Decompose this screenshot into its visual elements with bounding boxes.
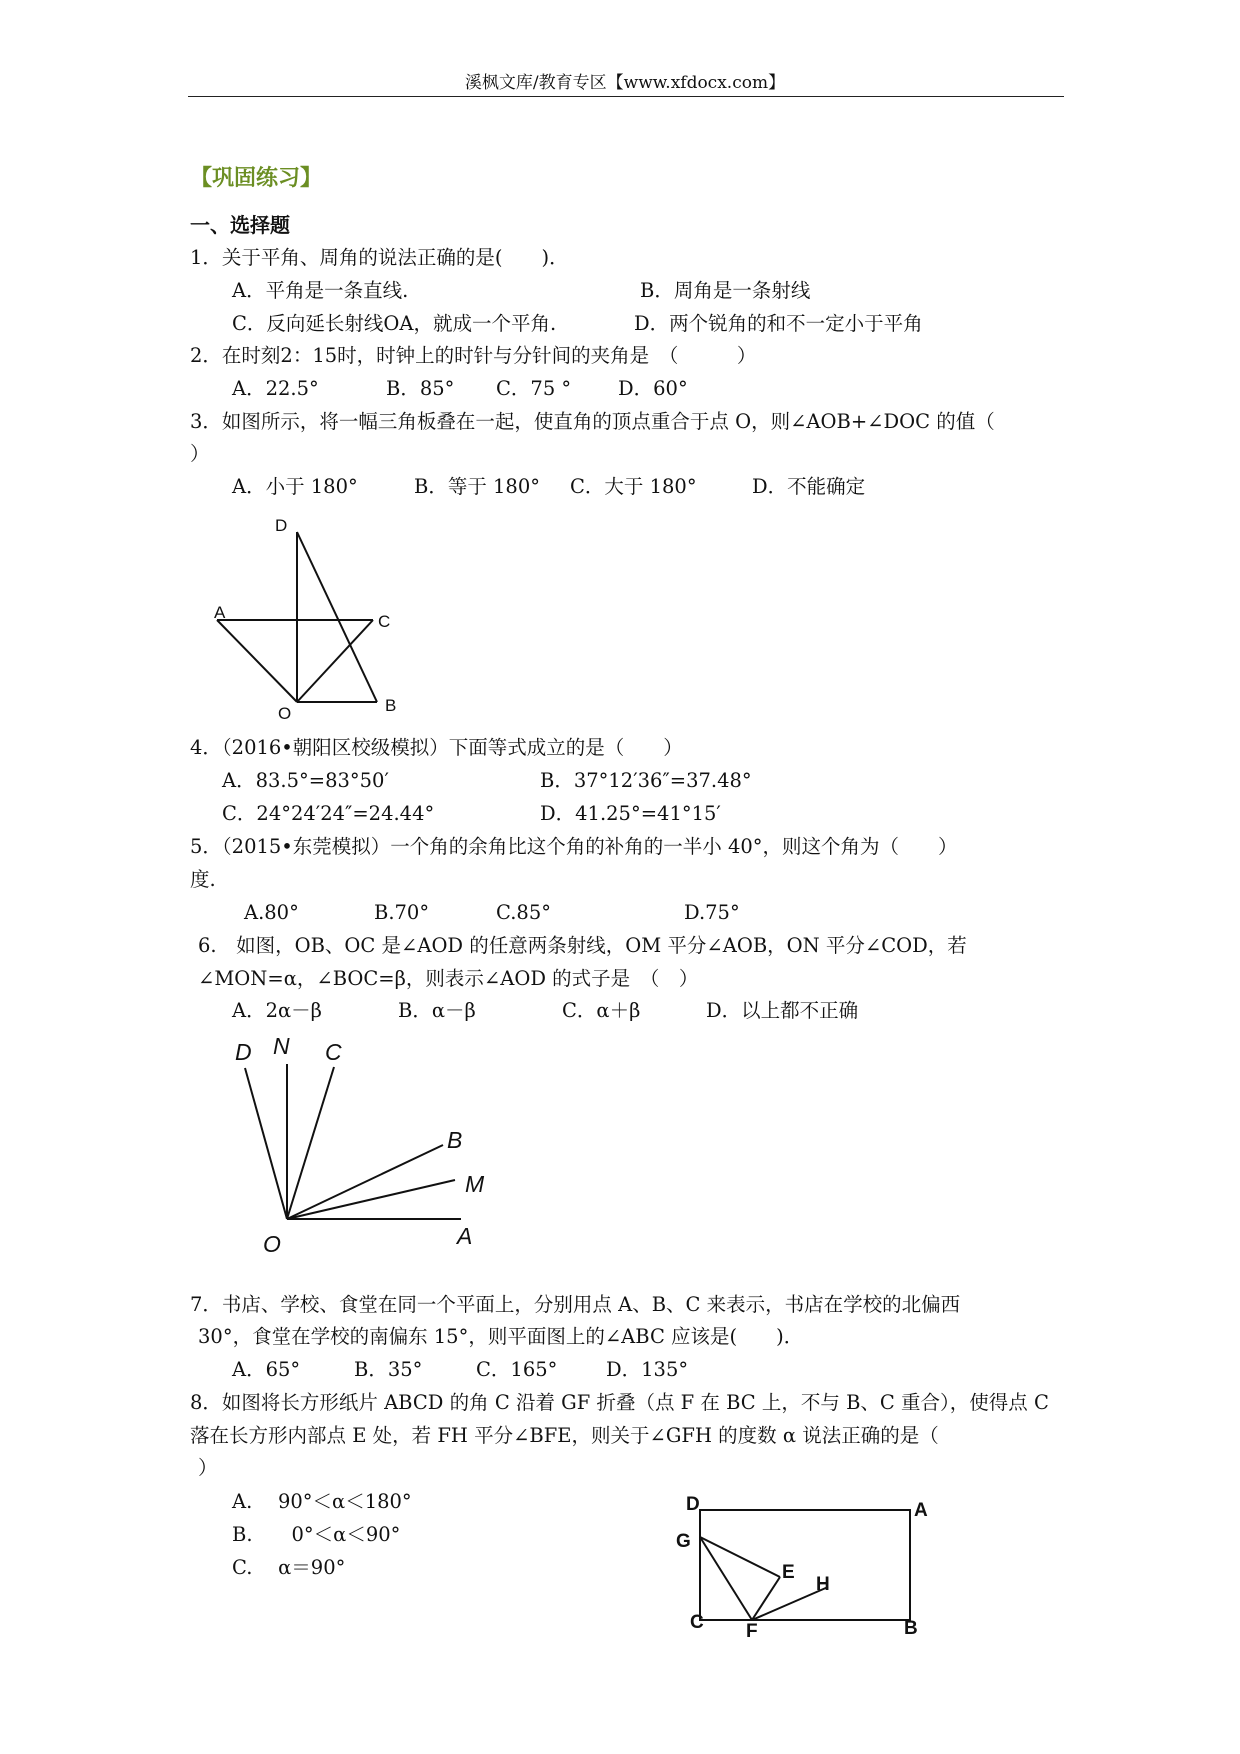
q2-stem: 2．在时刻2：15时，时钟上的时针与分针间的夹角是 （ ）	[190, 344, 757, 367]
q6-option-b: B．α－β	[398, 999, 476, 1022]
q4-option-a: A．83.5°=83°50′	[222, 769, 389, 792]
q6-label-m: M	[465, 1171, 485, 1197]
q6-angle-figure	[225, 1030, 515, 1260]
q1-option-b: B．周角是一条射线	[640, 279, 811, 302]
q3-label-a: A	[214, 603, 226, 622]
q1-option-c: C．反向延长射线OA，就成一个平角.	[232, 312, 557, 335]
q6-stem-end: ∠MON=α，∠BOC=β，则表示∠AOD 的式子是 （ ）	[198, 967, 699, 990]
q8-label-c: C	[690, 1612, 704, 1633]
q6-label-d: D	[235, 1039, 252, 1065]
q4-option-c: C．24°24′24″=24.44°	[222, 802, 435, 825]
q8-label-f: F	[746, 1621, 758, 1640]
q6-label-o: O	[263, 1231, 281, 1257]
q5-stem-end: 度.	[190, 868, 216, 891]
q3-option-d: D．不能确定	[752, 475, 866, 498]
section-subtitle: 一、选择题	[190, 213, 290, 237]
q5-option-d: D.75°	[684, 901, 740, 924]
q8-label-a: A	[914, 1500, 928, 1521]
q3-label-o: O	[278, 704, 292, 723]
q1-option-d: D．两个锐角的和不一定小于平角	[634, 312, 923, 335]
q6-label-n: N	[273, 1033, 290, 1059]
q8-option-a: A. 90°＜α＜180°	[232, 1490, 412, 1513]
q7-stem-end: 30°，食堂在学校的南偏东 15°，则平面图上的∠ABC 应该是( )．	[198, 1325, 804, 1348]
q3-label-b: B	[385, 696, 397, 715]
q3-option-a: A．小于 180°	[232, 475, 358, 498]
q7-option-a: A．65°	[232, 1358, 301, 1381]
q6-label-b: B	[447, 1127, 463, 1153]
q8-option-b: B. 0°＜α＜90°	[232, 1523, 401, 1546]
q3-stem: 3．如图所示，将一幅三角板叠在一起，使直角的顶点重合于点 O，则∠AOB+∠DOC 的值（	[190, 410, 995, 433]
section-title: 【巩固练习】	[190, 166, 323, 191]
q4-stem: 4．（2016•朝阳区校级模拟）下面等式成立的是（ ）	[190, 736, 683, 759]
q6-label-c: C	[325, 1039, 342, 1065]
q8-stem-cont: 落在长方形内部点 E 处，若 FH 平分∠BFE，则关于∠GFH 的度数 α 说法正确的是（	[190, 1424, 939, 1447]
q4-option-d: D．41.25°=41°15′	[540, 802, 721, 825]
q6-option-a: A．2α－β	[232, 999, 322, 1022]
q3-stem-end: ）	[190, 442, 210, 465]
q2-option-a: A．22.5°	[232, 377, 319, 400]
q8-stem-end: ）	[198, 1456, 218, 1479]
q8-stem: 8．如图将长方形纸片 ABCD 的角 C 沿着 GF 折叠（点 F 在 BC 上，不与 B、C 重合），使得点 C	[190, 1391, 1049, 1414]
q6-label-a: A	[457, 1223, 473, 1249]
q8-rectangle-figure	[670, 1490, 950, 1640]
header-divider	[188, 96, 1064, 97]
q5-option-c: C.85°	[496, 901, 551, 924]
q8-option-c: C. α＝90°	[232, 1556, 346, 1579]
q3-label-c: C	[378, 612, 391, 631]
q2-option-c: C．75 °	[496, 377, 572, 400]
q7-option-b: B．35°	[354, 1358, 423, 1381]
page-header: 溪枫文库/教育专区【www.xfdocx.com】	[464, 73, 786, 93]
q4-option-b: B．37°12′36″=37.48°	[540, 769, 752, 792]
q5-stem: 5．（2015•东莞模拟）一个角的余角比这个角的补角的一半小 40°，则这个角为（ ）	[190, 835, 958, 858]
q3-label-d: D	[275, 516, 288, 535]
q5-option-b: B.70°	[374, 901, 430, 924]
q8-label-b: B	[904, 1618, 918, 1639]
q5-option-a: A.80°	[244, 901, 299, 924]
q7-option-d: D．135°	[606, 1358, 689, 1381]
q6-stem: 6. 如图，OB、OC 是∠AOD 的任意两条射线，OM 平分∠AOB，ON 平分∠COD，若	[198, 934, 967, 957]
q2-option-d: D．60°	[618, 377, 688, 400]
q1-option-a: A．平角是一条直线.	[232, 279, 409, 302]
q3-option-b: B．等于 180°	[414, 475, 540, 498]
q7-stem: 7．书店、学校、食堂在同一个平面上，分别用点 A、B、C 来表示，书店在学校的北偏西	[190, 1293, 961, 1316]
q8-label-g: G	[676, 1531, 691, 1552]
q6-option-d: D．以上都不正确	[706, 999, 859, 1022]
q3-option-c: C．大于 180°	[570, 475, 697, 498]
q7-option-c: C．165°	[476, 1358, 558, 1381]
q3-triangle-figure	[195, 510, 415, 725]
q8-label-h: H	[816, 1574, 830, 1595]
q8-label-e: E	[782, 1562, 795, 1583]
q6-option-c: C．α＋β	[562, 999, 641, 1022]
q8-label-d: D	[686, 1494, 700, 1515]
q2-option-b: B．85°	[386, 377, 455, 400]
q1-stem: 1．关于平角、周角的说法正确的是( )．	[190, 246, 569, 269]
